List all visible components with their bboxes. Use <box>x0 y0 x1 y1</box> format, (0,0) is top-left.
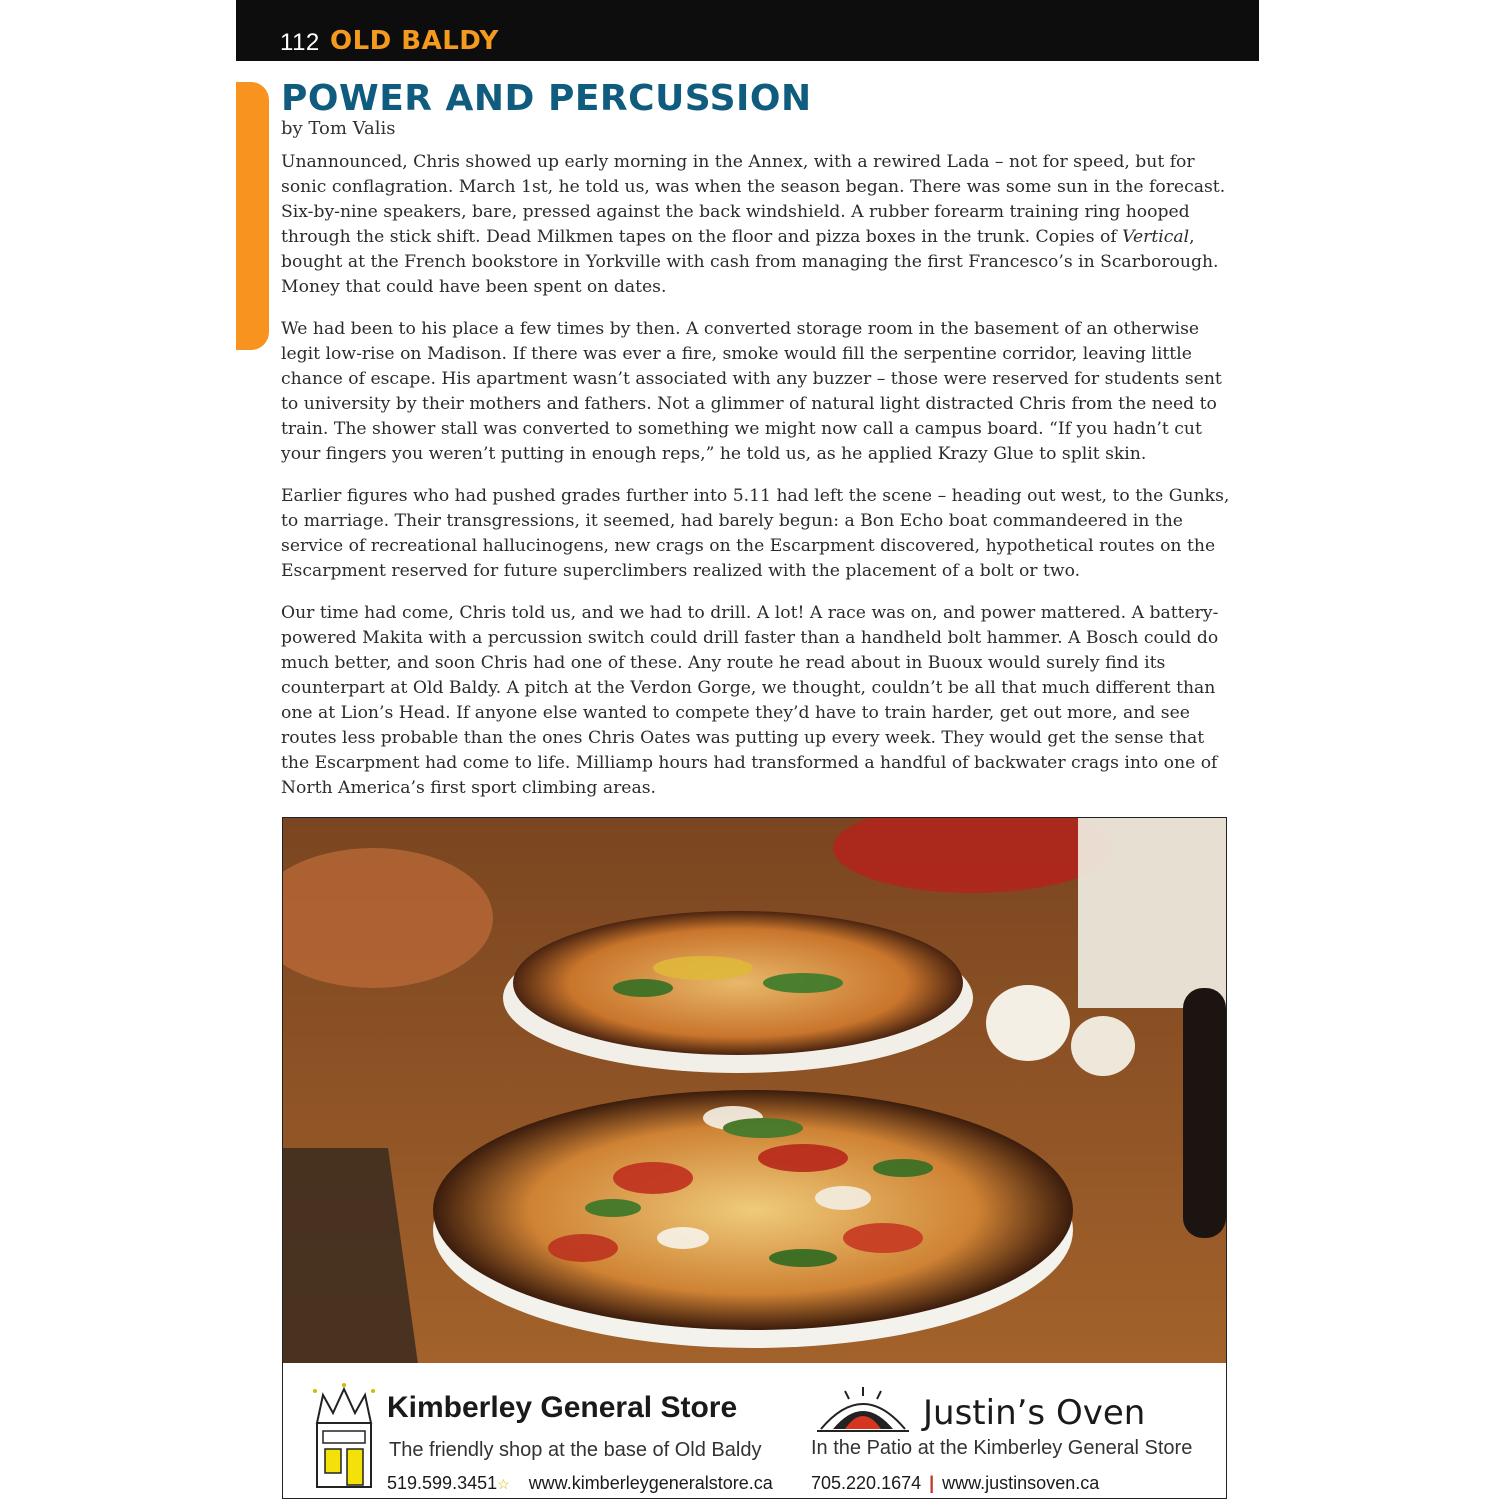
ad-name-kimberley: Kimberley General Store <box>387 1391 738 1424</box>
oven-icon <box>815 1385 911 1435</box>
star-icon: ☆ <box>497 1476 510 1492</box>
header-bar <box>236 0 1259 61</box>
pizza-photo <box>282 817 1227 1365</box>
store-icon <box>309 1383 379 1493</box>
website-link[interactable]: www.justinsoven.ca <box>942 1473 1100 1493</box>
ad-tagline-justins-oven: In the Patio at the Kimberley General Store <box>811 1437 1193 1459</box>
italic-title: Vertical <box>1122 227 1190 247</box>
section-title: OLD BALDY <box>330 26 499 56</box>
pizza-illustration <box>283 818 1226 1364</box>
phone-number: 519.599.3451 <box>387 1473 498 1493</box>
paragraph: Earlier figures who had pushed grades further into 5.11 had left the scene – heading out west, to the Gunks, to marriage. Their transgressions, it seemed, had barely begun: a Bon Echo boat commandeered in the service of recreational hallucinogens, new crags on the Escarpment discovered, hypothetical routes on the Escarpment reserved for future superclimbers realized with the placement of a bolt or two. <box>281 486 1230 581</box>
ad-name-justins-oven: Justin’s Oven <box>923 1393 1146 1433</box>
ad-contact-justins-oven <box>811 1473 1099 1494</box>
article-title: POWER AND PERCUSSION <box>281 78 812 119</box>
paragraph: We had been to his place a few times by then. A converted storage room in the basement of an otherwise legit low-rise on Madison. If there was ever a fire, smoke would fill the serpentine corridor, leaving little chance of escape. His apartment wasn’t associated with any buzzer – those were reserved for students sent to university by their mothers and fathers. Not a glimmer of natural light distracted Chris from the need to train. The shower stall was converted to something we might now call a campus board. “If you hadn’t cut your fingers you weren’t putting in enough reps,” he told us, as he applied Krazy Glue to split skin. <box>281 319 1222 464</box>
ad-contact-kimberley <box>387 1473 773 1494</box>
page <box>236 0 1259 1500</box>
byline: by Tom Valis <box>281 118 396 139</box>
page-number: 112 <box>280 29 320 56</box>
separator: | <box>929 1473 935 1493</box>
article-body <box>281 150 1231 818</box>
paragraph: Unannounced, Chris showed up early morning in the Annex, with a rewired Lada – not for speed, but for sonic conflagration. March 1st, he told us, was when the season began. There was some sun in the forecast. Six-by-nine speakers, bare, pressed against the back windshield. A rubber forearm training ring hooped through the stick shift. Dead Milkmen tapes on the floor and pizza boxes in the trunk. Copies of Vertical, bought at the French bookstore in Yorkville with cash from managing the first Francesco’s in Scarborough. Money that could have been spent on dates. <box>281 152 1226 297</box>
ad-tagline-kimberley: The friendly shop at the base of Old Baldy <box>389 1439 762 1461</box>
chapter-tab <box>236 82 269 350</box>
ad-strip <box>282 1363 1227 1499</box>
paragraph: Our time had come, Chris told us, and we had to drill. A lot! A race was on, and power mattered. A battery-powered Makita with a percussion switch could drill faster than a handheld bolt hammer. A Bosch could do much better, and soon Chris had one of these. Any route he read about in Buoux would surely find its counterpart at Old Baldy. A pitch at the Verdon Gorge, we thought, couldn’t be all that much different than one at Lion’s Head. If anyone else wanted to compete they’d have to train harder, get out more, and see routes less probable than the ones Chris Oates was putting up every week. They would get the sense that the Escarpment had come to life. Milliamp hours had transformed a handful of backwater crags into one of North America’s first sport climbing areas. <box>281 603 1219 798</box>
phone-number: 705.220.1674 <box>811 1473 922 1493</box>
website-link[interactable]: www.kimberleygeneralstore.ca <box>528 1473 773 1493</box>
